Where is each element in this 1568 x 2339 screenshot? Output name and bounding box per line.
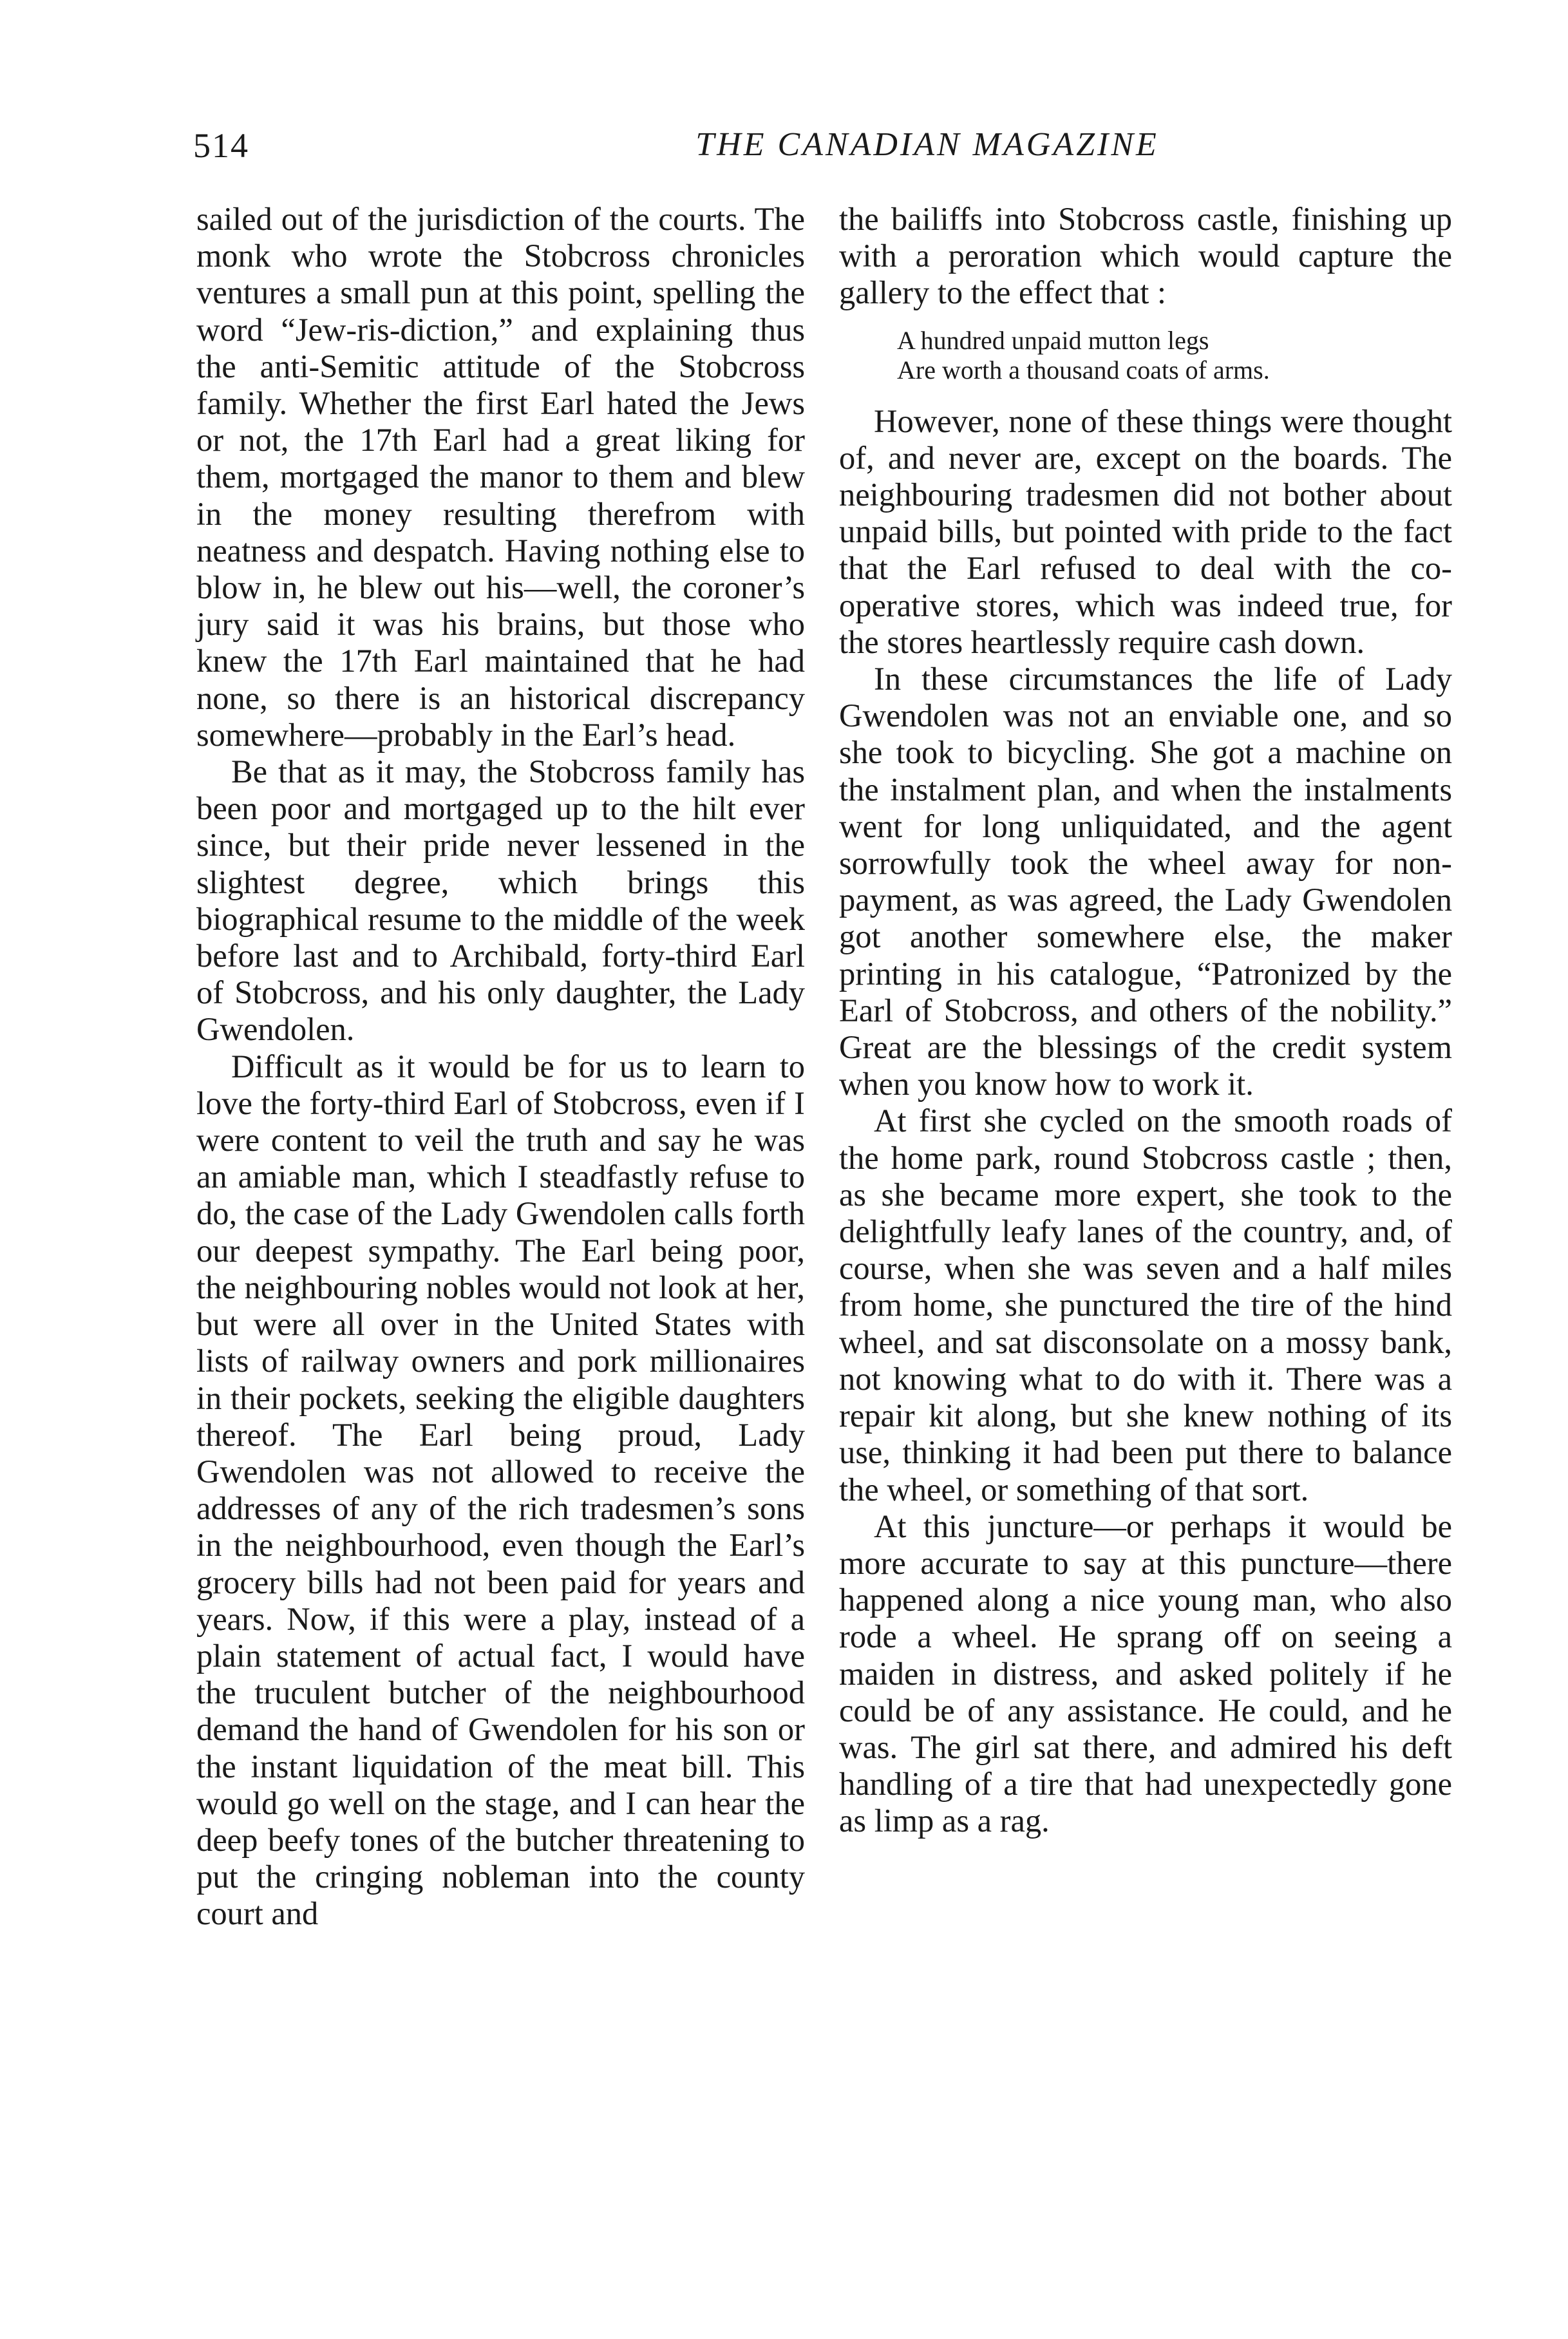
paragraph: At first she cycled on the smooth roads of the home park, round Stobcross castle ; then, as she became more expert, she took to the delightfully leafy lanes of the country, and, of course, when she was seven and a half miles from home, she punctured the tire of the hind wheel, and sat disconsolate on a mossy bank, not knowing what to do with it. There was a repair kit along, but she knew nothing of its use, thinking it had been put there to balance the wheel, or something of that sort.	[839, 1103, 1452, 1508]
verse-quote	[839, 326, 1452, 385]
left-column	[196, 201, 805, 1933]
right-column	[839, 201, 1452, 1840]
paragraph: However, none of these things were thought of, and never are, except on the boards. The neighbouring tradesmen did not bother about unpaid bills, but pointed with pride to the fact that the Earl refused to deal with the co-operative stores, which was indeed true, for the stores heartlessly require cash down.	[839, 402, 1452, 660]
paragraph-continued: sailed out of the jurisdiction of the courts. The monk who wrote the Stobcross chronicles ventures a small pun at this point, spelling the word “Jew-ris-diction,” and explaining thus the anti-Semitic attitude of the Stobcross family. Whether the first Earl hated the Jews or not, the 17th Earl had a great liking for them, mortgaged the manor to them and blew in the money resulting therefrom with neatness and despatch. Having nothing else to blow in, he blew out his—well, the coroner’s jury said it was his brains, but those who knew the 17th Earl maintained that he had none, so there is an historical discrepancy somewhere—probably in the Earl’s head.	[196, 201, 805, 753]
paragraph: Be that as it may, the Stobcross family has been poor and mortgaged up to the hilt ever since, but their pride never lessened in the slightest degree, which brings this biographical resume to the middle of the week before last and to Archibald, forty-third Earl of Stobcross, and his only daughter, the Lady Gwendolen.	[196, 753, 805, 1048]
verse-line: A hundred unpaid mutton legs	[897, 325, 1209, 355]
paragraph: In these circumstances the life of Lady Gwendolen was not an enviable one, and so she took to bicycling. She got a machine on the instalment plan, and when the instalments went for long unliquidated, and the agent sorrowfully took the wheel away for non-payment, as was agreed, the Lady Gwendolen got another somewhere else, the maker printing in his catalogue, “Patronized by the Earl of Stobcross, and others of the nobility.” Great are the blessings of the credit system when you know how to work it.	[839, 661, 1452, 1103]
paragraph-continued: the bailiffs into Stobcross castle, finishing up with a peroration which would capture the gallery to the effect that :	[839, 201, 1452, 311]
page-header	[193, 126, 1452, 177]
paragraph: At this juncture—or perhaps it would be more accurate to say at this puncture—there happened along a nice young man, who also rode a wheel. He sprang off on seeing a maiden in distress, and asked politely if he could be of any assistance. He could, and he was. The girl sat there, and admired his deft handling of a tire that had unexpectedly gone as limp as a rag.	[839, 1508, 1452, 1839]
paragraph: Difficult as it would be for us to learn to love the forty-third Earl of Stobcross, even if I were content to veil the truth and say he was an amiable man, which I steadfastly refuse to do, the case of the Lady Gwendolen calls forth our deepest sympathy. The Earl being poor, the neighbouring nobles would not look at her, but were all over in the United States with lists of railway owners and pork millionaires in their pockets, seeking the eligible daughters thereof. The Earl being proud, Lady Gwendolen was not allowed to receive the addresses of any of the rich tradesmen’s sons in the neighbourhood, even though the Earl’s grocery bills had not been paid for years and years. Now, if this were a play, instead of a plain statement of actual fact, I would have the truculent butcher of the neighbourhood demand the hand of Gwendolen for his son or the instant liquidation of the meat bill. This would go well on the stage, and I can hear the deep beefy tones of the butcher threatening to put the cringing nobleman into the county court and	[196, 1048, 805, 1932]
verse-line: Are worth a thousand coats of arms.	[897, 355, 1270, 384]
page-number: 514	[193, 126, 249, 165]
running-title: THE CANADIAN MAGAZINE	[695, 126, 1159, 163]
